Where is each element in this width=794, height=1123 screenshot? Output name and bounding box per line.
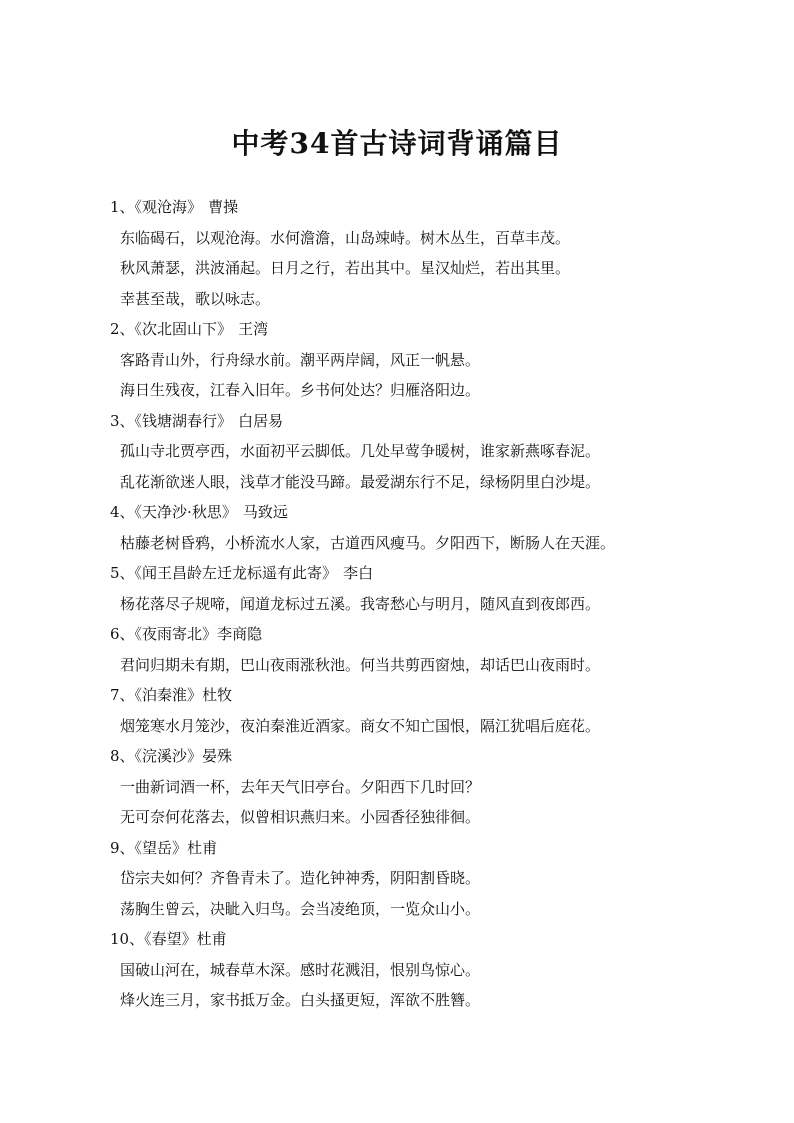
poem-author: 杜甫 [187, 838, 218, 857]
poem-author: 马致远 [242, 503, 288, 521]
poem-author: 白居易 [238, 411, 284, 430]
poem-number: 6、 [110, 625, 135, 643]
poem-number: 9、 [110, 838, 135, 857]
poem-heading [110, 558, 750, 589]
poem-author: 杜牧 [202, 686, 233, 704]
poem-number: 10、 [110, 930, 145, 948]
poem-author: 王湾 [238, 320, 269, 338]
poem-title: 《望岳》 [134, 838, 188, 857]
poem-number: 5、 [110, 564, 135, 582]
poem-line: 幸甚至哉，歌以咏志。 [120, 289, 271, 308]
poem-line: 一曲新词酒一杯，去年天气旧亭台。夕阳西下几时回？ [120, 777, 481, 796]
poem-heading [110, 619, 750, 650]
poem-line: 君问归期未有期，巴山夜雨涨秋池。何当共剪西窗烛，却话巴山夜雨时。 [120, 655, 601, 674]
poem-line: 杨花落尽子规啼，闻道龙标过五溪。我寄愁心与明月，随风直到夜郎西。 [120, 594, 601, 613]
poem-line: 东临碣石，以观沧海。水何澹澹，山岛竦峙。树木丛生，百草丰茂。 [120, 228, 571, 247]
poem-number: 4、 [110, 503, 135, 521]
poem-8 [110, 741, 750, 833]
poem-line: 荡胸生曾云，决眦入归鸟。会当凌绝顶，一览众山小。 [120, 899, 481, 918]
poem-title: 《钱塘湖春行》 [134, 411, 233, 430]
poem-5 [110, 558, 750, 619]
poem-line: 国破山河在，城春草木深。感时花溅泪，恨别鸟惊心。 [120, 960, 481, 979]
poem-number: 1、 [110, 198, 135, 216]
poem-author: 曹操 [208, 198, 239, 216]
poem-title: 《观沧海》 [134, 198, 203, 216]
poem-line: 岱宗夫如何？齐鲁青未了。造化钟神秀，阴阳割昏晓。 [120, 869, 481, 887]
poem-1 [110, 192, 750, 314]
poem-heading [110, 833, 750, 864]
poem-heading [110, 741, 750, 772]
poem-line: 客路青山外，行舟绿水前。潮平两岸阔，风正一帆悬。 [120, 350, 481, 369]
poem-7 [110, 680, 750, 741]
poem-title: 《春望》 [144, 930, 197, 948]
poem-4 [110, 497, 750, 558]
poem-title: 《泊秦淮》 [134, 686, 203, 704]
poem-6 [110, 619, 750, 680]
poem-line: 无可奈何花落去，似曾相识燕归来。小园香径独徘徊。 [120, 808, 481, 826]
poem-9 [110, 833, 750, 925]
poem-10 [110, 924, 750, 1016]
poem-title: 《闻王昌龄左迁龙标遥有此寄》 [134, 564, 338, 582]
poem-line: 海日生残夜，江春入旧年。乡书何处达？归雁洛阳边。 [120, 381, 481, 399]
poem-line: 烽火连三月，家书抵万金。白头搔更短，浑欲不胜簪。 [120, 991, 481, 1009]
poem-number: 7、 [110, 686, 135, 704]
poem-title: 《次北固山下》 [134, 320, 233, 338]
poem-heading [110, 314, 750, 345]
poem-heading [110, 406, 750, 437]
poem-title: 《天净沙·秋思》 [134, 503, 237, 521]
poem-list [110, 192, 750, 1016]
poem-title: 《夜雨寄北》 [134, 625, 218, 643]
poem-title: 《浣溪沙》 [134, 747, 203, 765]
poem-number: 2、 [110, 320, 135, 338]
poem-number: 8、 [110, 747, 135, 765]
document-title: 中考34首古诗词背诵篇目 [231, 127, 563, 160]
poem-line: 乱花渐欲迷人眼，浅草才能没马蹄。最爱湖东行不足，绿杨阴里白沙堤。 [120, 472, 601, 491]
poem-3 [110, 406, 750, 498]
poem-heading [110, 924, 750, 955]
poem-line: 枯藤老树昏鸦，小桥流水人家，古道西风瘦马。夕阳西下，断肠人在天涯。 [120, 533, 616, 552]
poem-number: 3、 [110, 411, 135, 430]
poem-line: 烟笼寒水月笼沙，夜泊秦淮近酒家。商女不知亡国恨，隔江犹唱后庭花。 [120, 716, 601, 735]
poem-heading [110, 192, 750, 223]
poem-heading [110, 497, 750, 528]
poem-author: 杜甫 [196, 930, 227, 948]
poem-author: 李白 [343, 564, 374, 582]
poem-line: 秋风萧瑟，洪波涌起。日月之行，若出其中。星汉灿烂，若出其里。 [120, 259, 571, 277]
poem-author: 李商隐 [217, 625, 263, 643]
poem-heading [110, 680, 750, 711]
poem-2 [110, 314, 750, 406]
poem-line: 孤山寺北贾亭西，水面初平云脚低。几处早莺争暖树，谁家新燕啄春泥。 [120, 442, 601, 460]
poem-author: 晏殊 [202, 747, 233, 765]
